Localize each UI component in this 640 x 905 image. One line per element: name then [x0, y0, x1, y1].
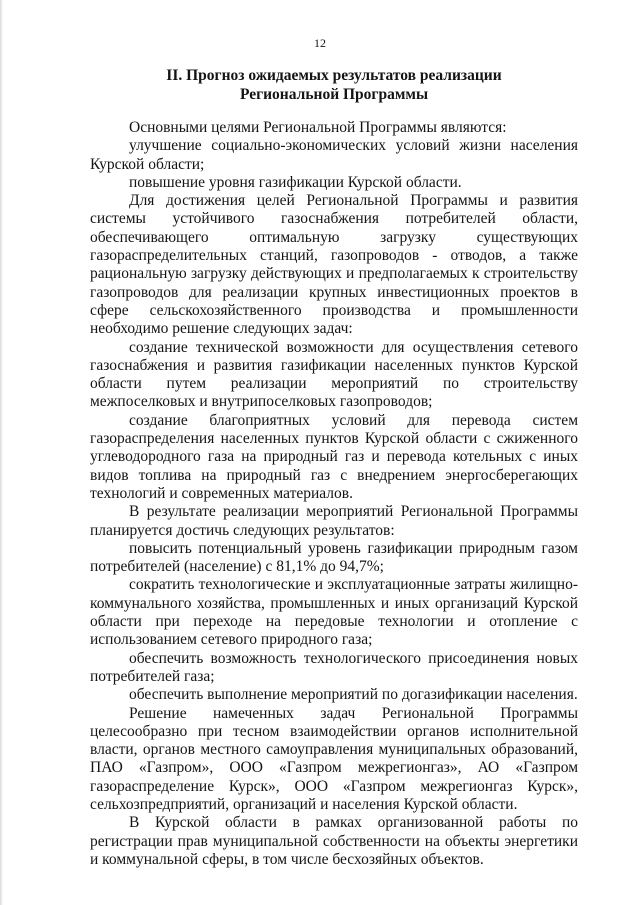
- paragraph-cooperation: Решение намеченных задач Региональной Программы целесообразно при тесном взаимодействии органов исполнительной власти, органов местного самоуправления муниципальных образований, ПАО «Газпром», ООО «Газпром межрегионгаз», АО «Газпром газораспределение Курск», ООО «Газпром межрегионгаз Курск», сельхозпредприятий, организаций и населения Курской области.: [90, 704, 578, 813]
- section-heading-line-1: II. Прогноз ожидаемых результатов реализации: [166, 67, 502, 84]
- paragraph-result-gasification-level: повысить потенциальный уровень газификации природным газом потребителей (население) с 81,1% до 94,7%;: [90, 539, 578, 576]
- paragraph-results-intro: В результате реализации мероприятий Региональной Программы планируется достичь следующих результатов:: [90, 503, 578, 539]
- paragraph-tasks-intro: Для достижения целей Региональной Программы и развития системы устойчивого газоснабжения потребителей области, обеспечивающего оптимальную загрузку существующих газораспределительных станций, газопроводов - отводов, а также рациональную загрузку действующих и предполагаемых к строительству газопроводов для реализации крупных инвестиционных проектов в сфере сельскохозяйственного производства и промышленности необходимо решение следующих задач:: [90, 192, 578, 338]
- paragraph-task-conversion: создание благоприятных условий для перевода систем газораспределения населенных пунктов Курской области с сжиженного углеводородного газа на природный газ и перевода котельных с иных видов топлива на природный газ с внедрением энергосберегающих технологий и современных материалов.: [90, 411, 578, 502]
- paragraph-result-costs: сократить технологические и эксплуатационные затраты жилищно-коммунального хозяйства, промышленных и иных организаций Курской области при переходе на передовые технологии и отопление с использованием сетевого природного газа;: [90, 576, 578, 649]
- paragraph-goal-living-conditions: улучшение социально-экономических условий жизни населения Курской области;: [90, 137, 578, 173]
- paragraph-goals-intro: Основными целями Региональной Программы являются:: [129, 119, 507, 136]
- paragraph-property-registration: В Курской области в рамках организованной работы по регистрации прав муниципальной собственности на объекты энергетики и коммунальной сферы, в том числе бесхозяйных объектов.: [90, 814, 578, 868]
- paragraph-result-connection: обеспечить возможность технологического присоединения новых потребителей газа;: [90, 649, 578, 685]
- page-number: 12: [314, 36, 326, 50]
- paragraph-goal-gasification: повышение уровня газификации Курской области.: [129, 173, 462, 191]
- scan-edge-shadow: [0, 0, 3, 905]
- section-heading-line-2: Региональной Программы: [239, 86, 429, 103]
- section-heading: [90, 66, 578, 104]
- body-text: [90, 119, 578, 869]
- paragraph-task-network-supply: создание технической возможности для осуществления сетевого газоснабжения и развития газификации населенных пунктов Курской области путем реализации мероприятий по строительству межпоселковых и внутрипоселковых газопроводов;: [90, 338, 578, 411]
- paragraph-result-additional-gasification: обеспечить выполнение мероприятий по догазификации населения.: [129, 686, 578, 704]
